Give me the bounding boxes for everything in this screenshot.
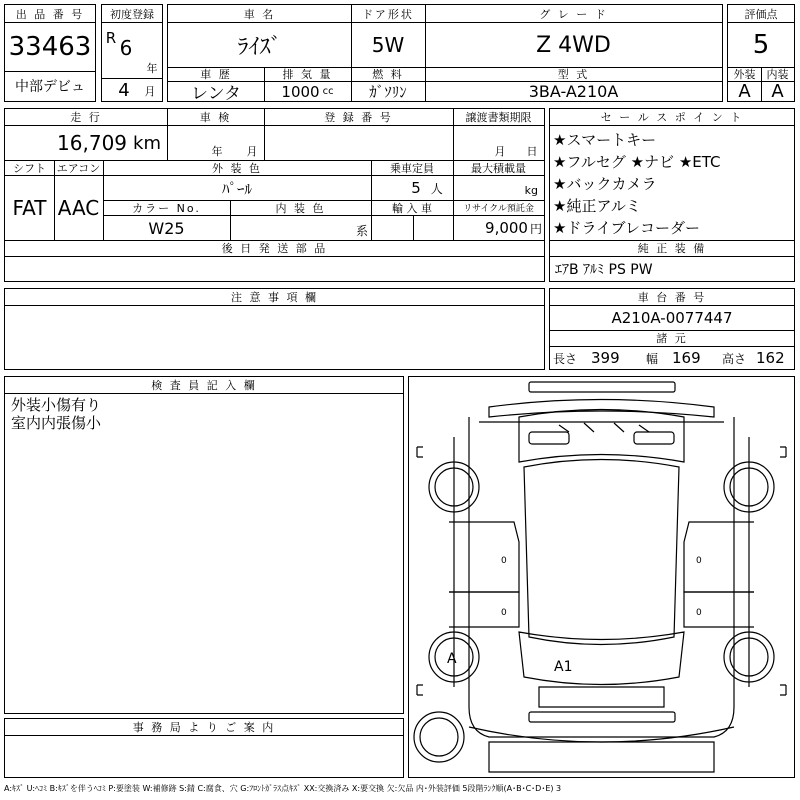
auction-name: 中部デビュ xyxy=(15,79,85,95)
inspector-line-2: 室内内張傷小 xyxy=(11,413,102,432)
mileage-unit: km xyxy=(133,132,161,154)
dims-label: 諸 元 xyxy=(656,332,688,345)
model-value: 3BA-A210A xyxy=(528,82,619,101)
seats-label: 乗車定員 xyxy=(390,161,434,175)
svg-text:0: 0 xyxy=(696,608,702,618)
door-label: ドア形状 xyxy=(362,7,414,21)
displacement-value: 1000 xyxy=(281,82,320,101)
grade-value: Z 4WD xyxy=(536,32,611,58)
notes-label: 注 意 事 項 欄 xyxy=(231,291,318,304)
shift-value: FAT xyxy=(12,196,47,220)
history-label: 車 歴 xyxy=(200,68,232,81)
mileage-value: 16,709 xyxy=(57,131,128,155)
car-diagram xyxy=(408,376,795,778)
seats-unit: 人 xyxy=(430,181,443,196)
lot-number: 33463 xyxy=(8,32,92,62)
fuel-label: 燃 料 xyxy=(372,68,404,81)
transfer-month-unit: 月 xyxy=(494,145,506,158)
seats-cell xyxy=(371,176,453,200)
mark-rear-body: A1 xyxy=(554,659,573,675)
recycle-cell xyxy=(453,216,544,240)
model-label: 型 式 xyxy=(557,68,590,81)
length-label: 長さ xyxy=(553,351,578,366)
displacement-value-cell xyxy=(264,82,351,101)
height-cell xyxy=(722,347,794,369)
month-value: 4 xyxy=(118,79,130,101)
recycle-label: リサイクル預託金 xyxy=(463,204,534,214)
name-value: ﾗｲｽﾞ xyxy=(237,34,282,60)
recycle-unit: 円 xyxy=(529,221,542,236)
import-label: 輸 入 車 xyxy=(392,201,432,215)
fuel-value: ｶﾞｿﾘﾝ xyxy=(369,83,407,101)
grade-label: グ レ ー ド xyxy=(539,7,608,21)
equipment-label: 純 正 装 備 xyxy=(637,242,707,255)
interior-color-suffix: 系 xyxy=(355,223,368,238)
sales-points-box xyxy=(549,108,795,282)
office-box xyxy=(4,718,404,778)
score-label: 評価点 xyxy=(744,7,778,21)
aircon-label: エアコン xyxy=(56,161,101,175)
color-label: 外 装 色 xyxy=(212,161,262,175)
interior-color-label: 内 装 色 xyxy=(275,201,326,215)
year-value: 6 xyxy=(119,36,133,60)
notes-box xyxy=(4,288,545,370)
sales-point-5: ★ドライブレコーダー xyxy=(553,218,700,237)
office-label: 事 務 局 よ り ご 案 内 xyxy=(132,721,276,734)
displacement-label: 排 気 量 xyxy=(282,68,333,81)
inspector-box xyxy=(4,376,404,714)
mark-left-front-wheel: A xyxy=(447,651,457,667)
width-label: 幅 xyxy=(646,351,659,366)
interior-value: A xyxy=(771,81,784,102)
registration-label: 登 録 番 号 xyxy=(324,111,393,124)
car-diagram-svg xyxy=(409,377,794,777)
width-cell xyxy=(646,347,716,369)
chassis-label: 車 台 番 号 xyxy=(637,291,707,304)
inspector-line-1: 外装小傷有り xyxy=(11,395,102,414)
chassis-box xyxy=(549,288,795,370)
height-label: 高さ xyxy=(722,351,747,366)
color-no-value: W25 xyxy=(148,218,185,238)
svg-text:0: 0 xyxy=(696,556,702,566)
svg-text:0: 0 xyxy=(501,556,507,566)
height-value: 162 xyxy=(756,349,785,367)
inspection-month-unit: 月 xyxy=(246,145,258,158)
lot-label: 出 品 番 号 xyxy=(15,7,85,21)
score-box xyxy=(727,4,795,102)
recycle-value: 9,000 xyxy=(485,219,528,237)
transfer-day-unit: 日 xyxy=(526,145,538,158)
inspection-year-unit: 年 xyxy=(211,145,223,158)
width-value: 169 xyxy=(672,349,701,367)
header-grid xyxy=(167,4,723,102)
color-value: ﾊﾟｰﾙ xyxy=(221,179,252,198)
inspector-label: 検 査 員 記 入 欄 xyxy=(151,379,257,392)
exterior-value: A xyxy=(738,81,751,102)
year-unit: 年 xyxy=(146,62,158,75)
color-no-label: カラー No. xyxy=(132,201,201,215)
shift-label: シフト xyxy=(13,161,46,175)
first-reg-label: 初度登録 xyxy=(110,7,154,21)
history-value: レンタ xyxy=(191,84,241,104)
interior-label: 内装 xyxy=(766,68,789,81)
seats-value: 5 xyxy=(411,179,421,197)
displacement-unit: cc xyxy=(322,86,334,97)
equipment-value: ｴｱB ｱﾙﾐ PS PW xyxy=(555,262,653,278)
length-cell xyxy=(553,347,643,369)
lot-box xyxy=(4,4,96,102)
length-value: 399 xyxy=(591,349,620,367)
first-reg-box xyxy=(101,4,163,102)
svg-text:0: 0 xyxy=(501,608,507,618)
capacity-label: 最大積載量 xyxy=(471,161,526,175)
details-grid xyxy=(4,108,545,282)
capacity-unit: kg xyxy=(524,183,538,197)
name-label: 車 名 xyxy=(243,7,276,21)
legend: A:ｷｽﾞ U:ﾍｺﾐ B:ｷｽﾞを伴うﾍｺﾐ P:要塗装 W:補修跡 S:錆 C:腐食、穴 G:ﾌﾛﾝﾄｶﾞﾗｽ点ｷｽﾞ XX:交換済み X:要交換 欠:欠品 内･外装評価 5段階ﾗﾝｸ順(A･B･C･D･E) 3 xyxy=(4,783,562,793)
score-value: 5 xyxy=(752,30,770,60)
exterior-label: 外装 xyxy=(733,68,756,81)
sales-point-3: ★バックカメラ xyxy=(553,174,657,193)
mileage-label: 走 行 xyxy=(70,111,102,124)
sales-point-4: ★純正アルミ xyxy=(553,196,641,215)
chassis-value: A210A-0077447 xyxy=(611,309,733,327)
month-unit: 月 xyxy=(144,85,156,98)
inspection-label: 車 検 xyxy=(199,111,232,124)
sales-points-label: セ ー ル ス ポ イ ン ト xyxy=(600,111,744,124)
aircon-value: AAC xyxy=(57,196,100,220)
transfer-label: 譲渡書類期限 xyxy=(465,111,532,124)
sales-point-2: ★フルセグ ★ナビ ★ETC xyxy=(553,152,721,171)
later-parts-label: 後 日 発 送 部 品 xyxy=(221,242,328,255)
mileage-cell xyxy=(5,126,167,160)
era-letter: R xyxy=(105,29,117,47)
sales-point-1: ★スマートキー xyxy=(553,130,657,149)
door-value: 5W xyxy=(371,33,405,57)
